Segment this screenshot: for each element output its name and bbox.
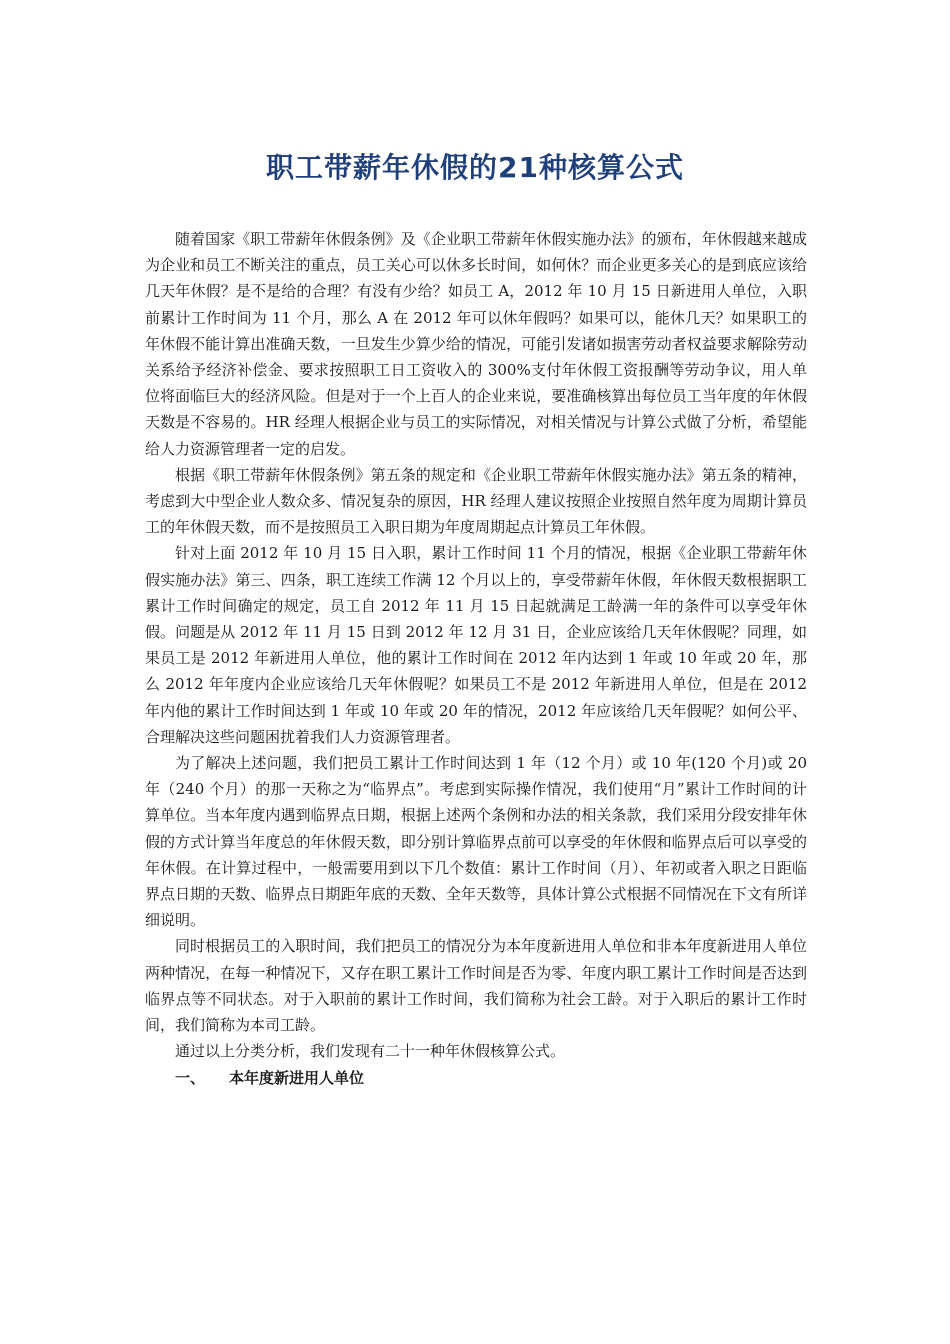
section-heading-text: 本年度新进用人单位 (229, 1068, 365, 1087)
paragraph-critical-point: 为了解决上述问题，我们把员工累计工作时间达到 1 年（12 个月）或 10 年(120 个月)或 20 年（240 个月）的那一天称之为“临界点”。考虑到实际操作情况，我们使用“月”累计工作时间的计算单位。当本年度内遇到临界点日期，根据上述两个条例和办法的相关条款，我们采用分段安排年休假的方式计算当年度总的年休假天数，即分别计算临界点前可以享受的年休假和临界点后可以享受的年休假。在计算过程中，一般需要用到以下几个数值：累计工作时间（月）、年初或者入职之日距临界点日期的天数、临界点日期距年底的天数、全年天数等，具体计算公式根据不同情况在下文有所详细说明。 (145, 754, 807, 930)
paragraph-summary: 通过以上分类分析，我们发现有二十一种年休假核算公式。 (175, 1042, 566, 1061)
paragraph-example-analysis: 针对上面 2012 年 10 月 15 日入职，累计工作时间 11 个月的情况，根据《企业职工带薪年休假实施办法》第三、四条，职工连续工作满 12 个月以上的，享受带薪年休假，年休假天数根据职工累计工作时间确定的规定，员工自 2012 年 11 月 15 日起就满足工龄满一年的条件可以享受年休假。问题是从 2012 年 11 月 15 日到 2012 年 12 月 31 日，企业应该给几天年休假呢？同理，如果员工是 2012 年新进用人单位，他的累计工作时间在 2012 年内达到 1 年或 10 年或 20 年，那么 2012 年年度内企业应该给几天年休假呢？如果员工不是 2012 年新进用人单位，但是在 2012 年内他的累计工作时间达到 1 年或 10 年或 20 年的情况，2012 年应该给几天年假呢？如何公平、合理解决这些问题困扰着我们人力资源管理者。 (145, 544, 807, 746)
section-heading-number: 一、 (175, 1068, 206, 1087)
paragraph-intro: 随着国家《职工带薪年休假条例》及《企业职工带薪年休假实施办法》的颁布，年休假越来越成为企业和员工不断关注的重点，员工关心可以休多长时间，如何休？而企业更多关心的是到底应该给几天年休假？是不是给的合理？有没有少给？如员工 A，2012 年 10 月 15 日新进用人单位，入职前累计工作时间为 11 个月，那么 A 在 2012 年可以休年假吗？如果可以，能休几天？如果职工的年休假不能计算出准确天数，一旦发生少算少给的情况，可能引发诸如损害劳动者权益要求解除劳动关系给予经济补偿金、要求按照职工日工资收入的 300%支付年休假工资报酬等劳动争议，用人单位将面临巨大的经济风险。但是对于一个上百人的企业来说，要准确核算出每位员工当年度的年休假天数是不容易的。HR 经理人根据企业与员工的实际情况，对相关情况与计算公式做了分析，希望能给人力资源管理者一定的启发。 (145, 230, 807, 458)
document-title: 职工带薪年休假的21种核算公式 (266, 151, 684, 184)
paragraph-classification: 同时根据员工的入职时间，我们把员工的情况分为本年度新进用人单位和非本年度新进用人单位两种情况，在每一种情况下，又存在职工累计工作时间是否为零、年度内职工累计工作时间是否达到临界点等不同状态。对于入职前的累计工作时间，我们简称为社会工龄。对于入职后的累计工作时间，我们简称为本司工龄。 (145, 937, 807, 1035)
document-body (145, 226, 807, 1091)
paragraph-regulation-basis: 根据《职工带薪年休假条例》第五条的规定和《企业职工带薪年休假实施办法》第五条的精神，考虑到大中型企业人数众多、情况复杂的原因，HR 经理人建议按照企业按照自然年度为周期计算员工的年休假天数，而不是按照员工入职日期为年度周期起点计算员工年休假。 (145, 465, 807, 537)
section-heading (145, 1065, 807, 1091)
